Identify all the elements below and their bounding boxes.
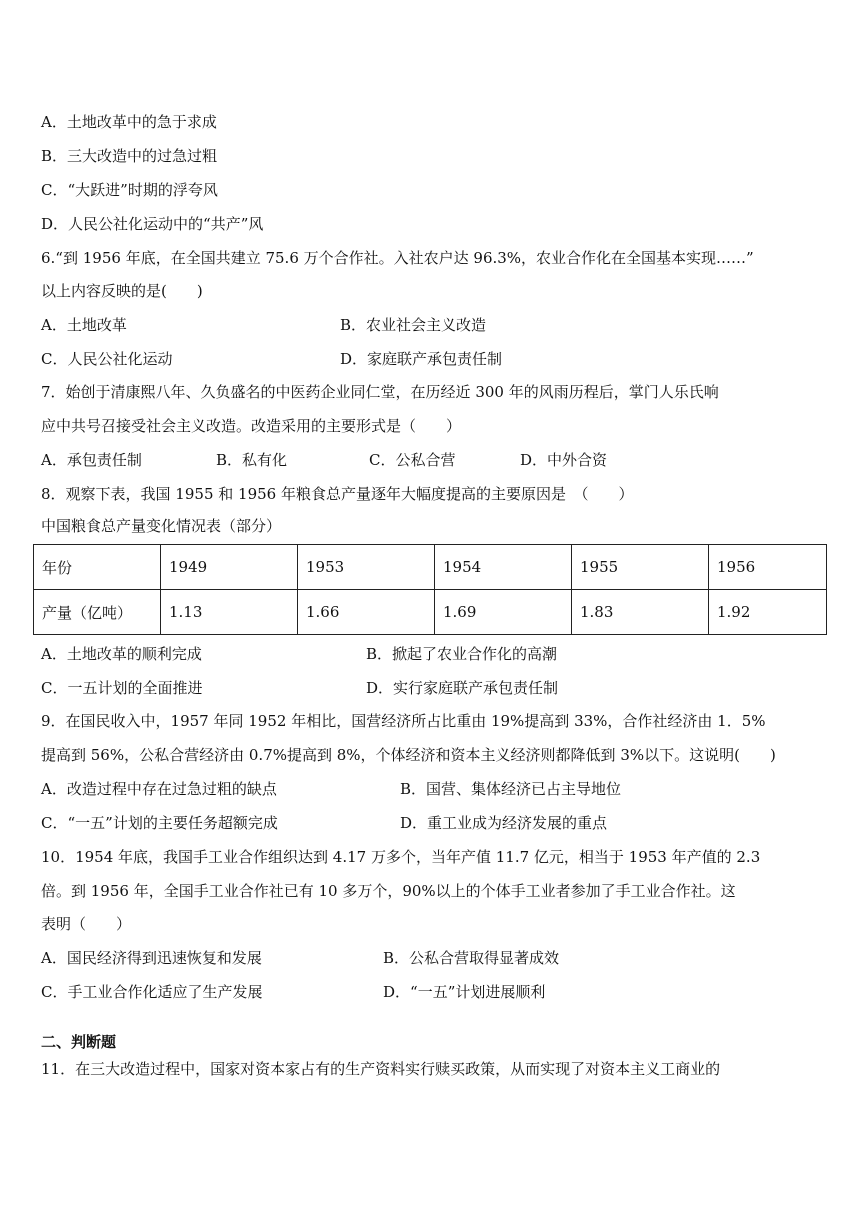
q7-option-a: A．承包责任制: [41, 451, 142, 469]
table-cell: 1.69: [435, 590, 572, 635]
q5-option-b: B．三大改造中的过急过粗: [41, 147, 218, 165]
table-cell: 1.13: [161, 590, 298, 635]
q8-option-a: A．土地改革的顺利完成: [41, 645, 202, 663]
q7-option-c: C．公私合营: [369, 451, 456, 469]
table-cell: 1953: [298, 545, 435, 590]
q8-stem: 8．观察下表，我国 1955 和 1956 年粮食总产量逐年大幅度提高的主要原因是 （ ）: [41, 485, 634, 503]
q7-option-b: B．私有化: [216, 451, 288, 469]
q9-option-a: A．改造过程中存在过急过粗的缺点: [41, 780, 277, 798]
q10-option-b: B．公私合营取得显著成效: [383, 949, 560, 967]
q7-option-d: D．中外合资: [520, 451, 608, 469]
q9-stem-line2: 提高到 56%，公私合营经济由 0.7%提高到 8%，个体经济和资本主义经济则都降低到 3%以下。这说明( ): [41, 746, 776, 764]
grain-output-table: [33, 544, 827, 635]
q8-option-c: C．一五计划的全面推进: [41, 679, 203, 697]
q9-option-d: D．重工业成为经济发展的重点: [400, 814, 608, 832]
q9-option-c: C．“一五”计划的主要任务超额完成: [41, 814, 278, 832]
q6-option-a: A．土地改革: [41, 316, 127, 334]
q10-stem-line2: 倍。到 1956 年，全国手工业合作社已有 10 多万个，90%以上的个体手工业者参加了手工业合作社。这: [41, 882, 736, 900]
q5-option-c: C．“大跃进”时期的浮夸风: [41, 181, 218, 199]
q8-option-d: D．实行家庭联产承包责任制: [366, 679, 559, 697]
q6-option-c: C．人民公社化运动: [41, 350, 173, 368]
q6-option-d: D．家庭联产承包责任制: [340, 350, 503, 368]
q8-table-caption: 中国粮食总产量变化情况表（部分）: [41, 517, 282, 535]
q8-option-b: B．掀起了农业合作化的高潮: [366, 645, 558, 663]
section-title-judgment: 二、判断题: [41, 1033, 117, 1051]
table-cell: 1954: [435, 545, 572, 590]
table-cell: 1949: [161, 545, 298, 590]
table-cell: 1.92: [709, 590, 827, 635]
q5-option-a: A．土地改革中的急于求成: [41, 113, 217, 131]
table-row: [34, 590, 827, 635]
table-cell: 1.83: [572, 590, 709, 635]
q6-stem-line1: 6.“到 1956 年底，在全国共建立 75.6 万个合作社。入社农户达 96.3%，农业合作化在全国基本实现……”: [41, 249, 754, 267]
table-cell: 1956: [709, 545, 827, 590]
q10-stem-line1: 10．1954 年底，我国手工业合作组织达到 4.17 万多个，当年产值 11.7 亿元，相当于 1953 年产值的 2.3: [41, 848, 761, 866]
q11-stem-line1: 11．在三大改造过程中，国家对资本家占有的生产资料实行赎买政策，从而实现了对资本主义工商业的: [41, 1060, 721, 1078]
q10-stem-line3: 表明（ ）: [41, 915, 132, 933]
q10-option-d: D．“一五”计划进展顺利: [383, 983, 546, 1001]
table-cell: 产量（亿吨）: [34, 590, 161, 635]
q6-option-b: B．农业社会主义改造: [340, 316, 487, 334]
q6-stem-line2: 以上内容反映的是( ): [41, 282, 203, 300]
q9-option-b: B．国营、集体经济已占主导地位: [400, 780, 622, 798]
q5-option-d: D．人民公社化运动中的“共产”风: [41, 215, 264, 233]
table-cell: 1.66: [298, 590, 435, 635]
q10-option-c: C．手工业合作化适应了生产发展: [41, 983, 263, 1001]
q10-option-a: A．国民经济得到迅速恢复和发展: [41, 949, 262, 967]
q7-stem-line2: 应中共号召接受社会主义改造。改造采用的主要形式是（ ）: [41, 417, 462, 435]
table-cell: 1955: [572, 545, 709, 590]
table-cell: 年份: [34, 545, 161, 590]
q9-stem-line1: 9．在国民收入中，1957 年同 1952 年相比，国营经济所占比重由 19%提高到 33%，合作社经济由 1．5%: [41, 712, 766, 730]
q7-stem-line1: 7．始创于清康熙八年、久负盛名的中医药企业同仁堂，在历经近 300 年的风雨历程后，掌门人乐氏响: [41, 383, 719, 401]
table-row: [34, 545, 827, 590]
